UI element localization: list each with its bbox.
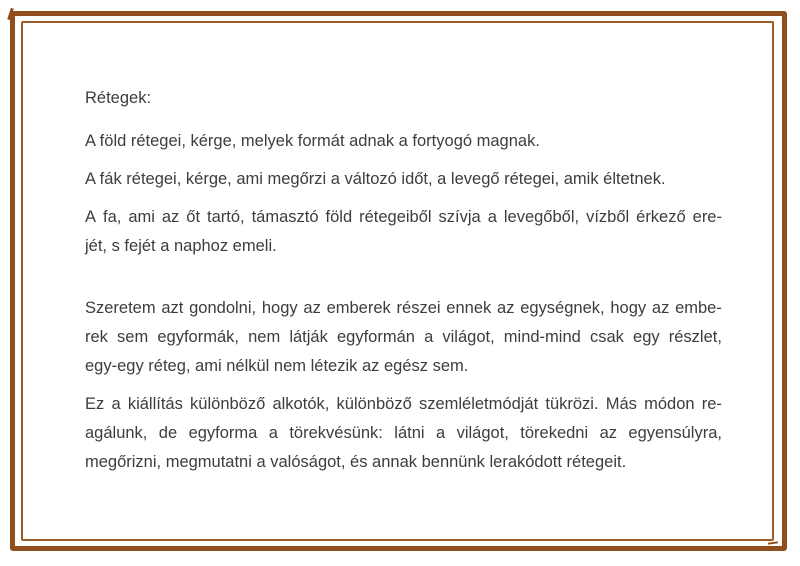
text-line: rek sem egyformák, nem látják egyformán a világot, mind-mind csak egy részlet,: [85, 328, 722, 346]
document-text: [85, 84, 722, 486]
paragraph: [85, 294, 722, 381]
text-line: A fák rétegei, kérge, ami megőrzi a változó időt, a levegő rétegei, amik éltetnek.: [85, 170, 666, 188]
text-line: Ez a kiállítás különböző alkotók, különböző szemléletmódját tükrözi. Más módon re-: [85, 395, 722, 413]
paragraph: [85, 203, 722, 261]
paragraph: [85, 165, 722, 194]
paragraph: [85, 127, 722, 156]
text-line: megőrizni, megmutatni a valóságot, és annak bennünk lerakódott rétegeit.: [85, 453, 627, 471]
document-heading: Rétegek:: [85, 89, 152, 107]
paragraph: [85, 390, 722, 477]
text-line: A föld rétegei, kérge, melyek formát adnak a fortyogó magnak.: [85, 132, 540, 150]
text-line: A fa, ami az őt tartó, támasztó föld rétegeiből szívja a levegőből, vízből érkező ere-: [85, 208, 722, 226]
text-line: jét, s fejét a naphoz emeli.: [85, 237, 277, 255]
text-line: agálunk, de egyforma a törekvésünk: látni a világot, törekedni az egyensúlyra,: [85, 424, 722, 442]
text-line: egy-egy réteg, ami nélkül nem létezik az egész sem.: [85, 357, 469, 375]
text-line: Szeretem azt gondolni, hogy az emberek részei ennek az egységnek, hogy az embe-: [85, 299, 722, 317]
